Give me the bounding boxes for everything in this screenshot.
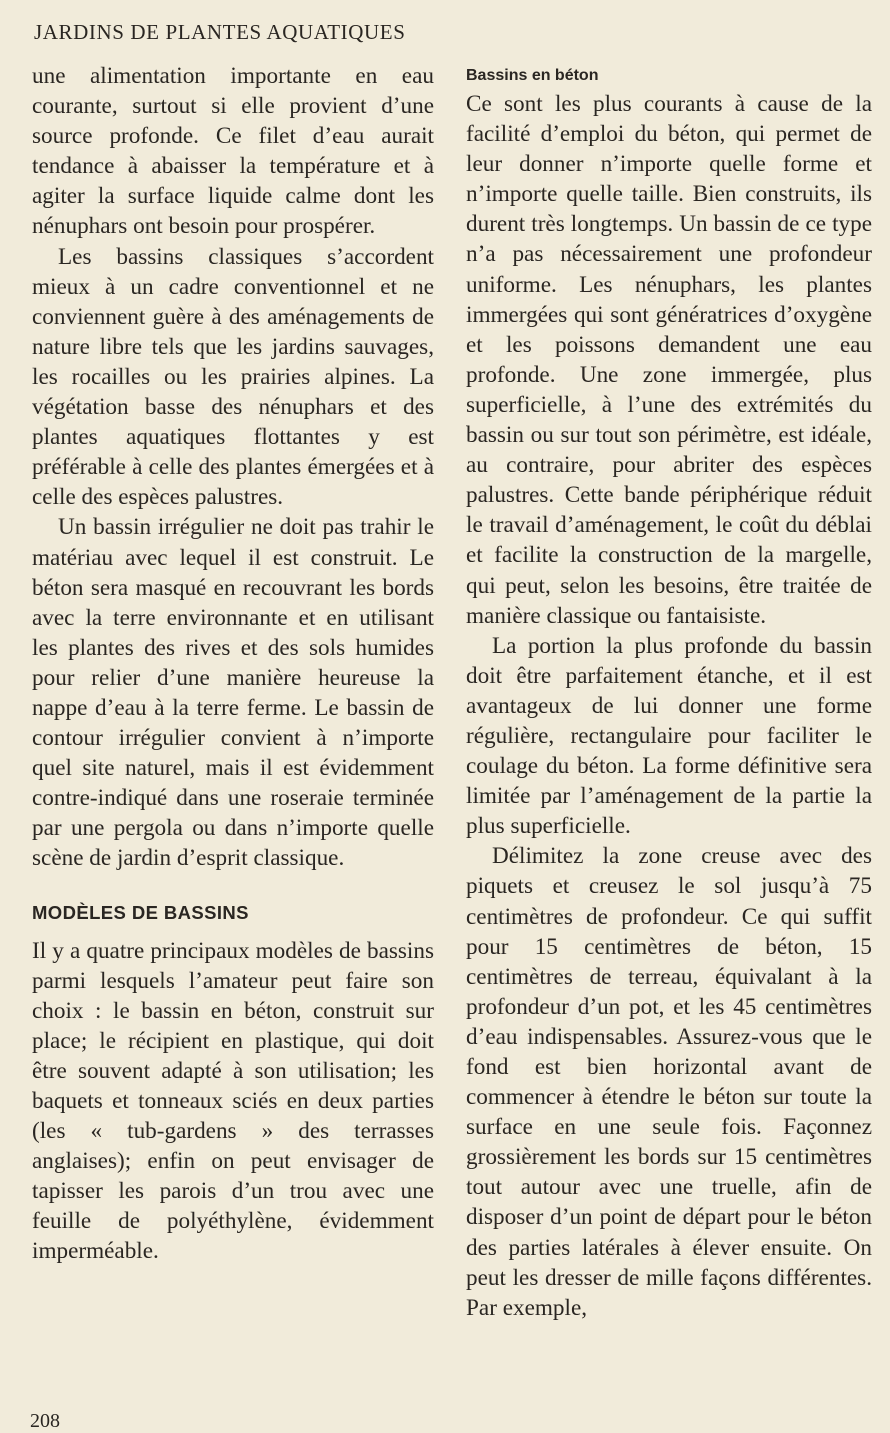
running-head: JARDINS DE PLANTES AQUATIQUES — [34, 20, 406, 44]
page-number: 208 — [30, 1410, 60, 1432]
paragraph: une alimentation importante en eau courante, surtout si elle provient d’une source profonde. Ce filet d’eau aurait tendance à abaisser la température et à agiter la surface liquide calme dont les nénuphars ont besoin pour prospérer. — [32, 63, 434, 240]
paragraph: Il y a quatre principaux modèles de bassins parmi lesquels l’amateur peut faire son choix : le bassin en béton, construit sur place; le récipient en plastique, qui doit être souvent adapté à son utilisation; les baquets et tonneaux sciés en deux parties (les « tub-gardens » des terrasses anglaises); enfin on peut envisager de tapisser les parois d’un trou avec une feuille de polyéthylène, évidemment imperméable. — [32, 937, 434, 1265]
paragraph: Délimitez la zone creuse avec des piquets et creusez le sol jusqu’à 75 centimètres de profondeur. Ce qui suffit pour 15 centimètres de béton, 15 centimètres de terreau, équivalant à la profondeur d’un pot, et les 45 centimètres d’eau indispensables. Assurez-vous que le fond est bien horizontal avant de commencer à étendre le béton sur toute la surface en une seule fois. Façonnez grossièrement les bords sur 15 centimètres tout autour avec une truelle, afin de disposer d’un point de départ pour le béton des parties latérales à élever ensuite. On peut les dresser de mille façons différentes. Par exemple, — [466, 843, 872, 1321]
paragraph: Un bassin irrégulier ne doit pas trahir le matériau avec lequel il est construit. Le béton sera masqué en recouvrant les bords avec la terre environnante et en utilisant les plantes des rives et des sols humides pour relier d’une manière heureuse la nappe d’eau à la terre ferme. Le bassin de contour irrégulier convient à n’importe quel site naturel, mais il est évidemment contre-indiqué dans une roseraie terminée par une pergola ou dans n’importe quelle scène de jardin d’esprit classique. — [32, 514, 434, 872]
paragraph: La portion la plus profonde du bassin doit être parfaitement étanche, et il est avantageux de lui donner une forme régulière, rectangulaire pour faciliter le coulage du béton. La forme définitive sera limitée par l’aménagement de la partie la plus superficielle. — [466, 632, 872, 840]
right-column — [466, 63, 872, 1323]
subheading: Bassins en béton — [466, 67, 599, 84]
section-heading: MODÈLES DE BASSINS — [32, 901, 249, 923]
left-column — [32, 61, 434, 1267]
paragraph: Ce sont les plus courants à cause de la facilité d’emploi du béton, qui permet de leur donner n’importe quelle forme et n’importe quelle taille. Bien construits, ils durent très longtemps. Un bassin de ce type n’a pas nécessairement une profondeur uniforme. Les nénuphars, les plantes immergées qui sont génératrices d’oxygène et les poissons demandent une eau profonde. Une zone immergée, plus superficielle, à l’une des extrémités du bassin ou sur tout son périmètre, est idéale, au contraire, pour abriter des espèces palustres. Cette bande périphérique réduit le travail d’aménagement, le coût du déblai et facilite la construction de la margelle, qui peut, selon les besoins, être traitée de manière classique ou fantaisiste. — [466, 91, 872, 629]
paragraph: Les bassins classiques s’accordent mieux à un cadre conventionnel et ne conviennent guère à des aménagements de nature libre tels que les jardins sauvages, les rocailles ou les prairies alpines. La végétation basse des nénuphars et des plantes aquatiques flottantes y est préférable à celle des plantes émergées et à celle des espèces palustres. — [32, 243, 434, 511]
